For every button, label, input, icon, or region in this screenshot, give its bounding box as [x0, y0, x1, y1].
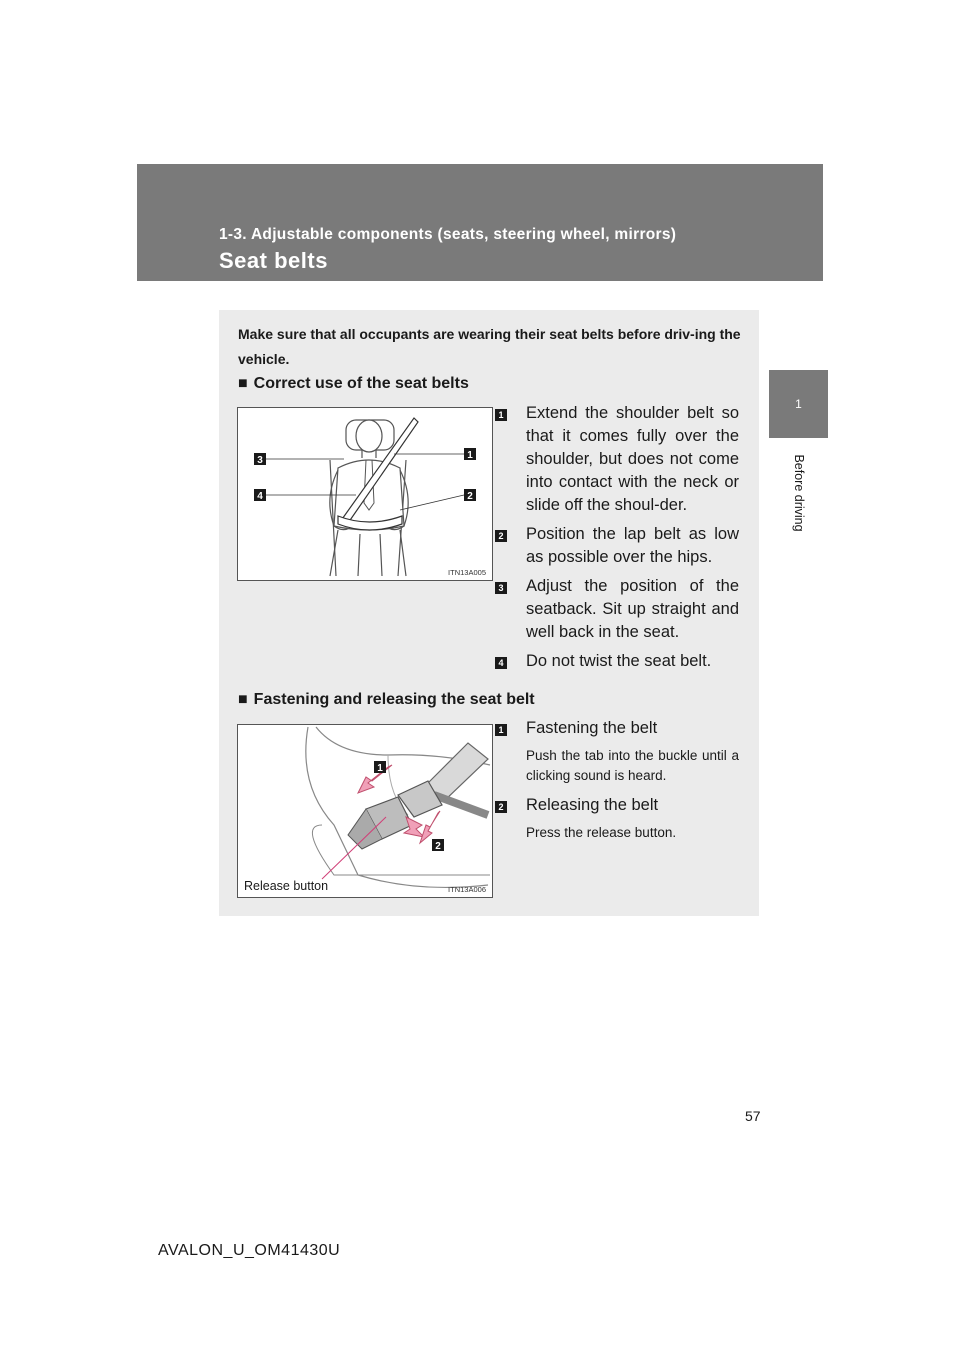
document-code: AVALON_U_OM41430U	[158, 1242, 341, 1259]
steps-fastening	[495, 717, 739, 843]
chapter-number: 1	[795, 397, 802, 411]
chapter-name: Before driving	[791, 454, 806, 532]
step-item	[495, 650, 739, 673]
step-number-badge: 2	[495, 801, 507, 813]
callout-1: 1	[467, 450, 473, 461]
step-text: Position the lap belt as low as possible over the hips.	[526, 525, 739, 566]
section-label: 1-3. Adjustable components (seats, steering wheel, mirrors)	[219, 226, 677, 243]
intro-text: Make sure that all occupants are wearing their seat belts before driv-ing the vehicle.	[238, 326, 741, 367]
release-button-label: Release button	[244, 879, 329, 893]
square-bullet-icon: ■	[238, 375, 248, 392]
step-item	[495, 523, 739, 569]
step-item	[495, 402, 739, 517]
page-number: 57	[745, 1108, 761, 1124]
chapter-side-label	[769, 438, 828, 548]
section-heading-text: Correct use of the seat belts	[253, 375, 469, 392]
step-text: Do not twist the seat belt.	[526, 652, 712, 670]
step-number-badge: 3	[495, 582, 507, 594]
step-text: Adjust the position of the seatback. Sit up straight and well back in the seat.	[526, 577, 739, 641]
section-heading-fastening	[238, 691, 535, 709]
figure-code: ITN13A005	[448, 568, 486, 577]
occupant-illustration	[238, 408, 492, 580]
callout-4: 4	[257, 491, 263, 502]
square-bullet-icon: ■	[238, 691, 248, 708]
step-text: Extend the shoulder belt so that it comes fully over the shoulder, but does not come into contact with the neck or slide off the shoul-der.	[526, 404, 739, 514]
step-note: Push the tab into the buckle until a clicking sound is heard.	[526, 748, 739, 783]
step-number-badge: 1	[495, 724, 507, 736]
section-heading-correct-use	[238, 375, 469, 393]
figure-buckle	[237, 724, 493, 898]
callout-2: 2	[467, 491, 473, 502]
step-number-badge: 1	[495, 409, 507, 421]
content-panel	[219, 310, 759, 916]
step-item	[495, 575, 739, 644]
page-title: Seat belts	[219, 248, 328, 273]
buckle-illustration	[238, 725, 492, 897]
step-note: Press the release button.	[526, 825, 677, 840]
step-number-badge: 4	[495, 657, 507, 669]
step-text: Fastening the belt	[526, 719, 658, 737]
callout-2: 2	[435, 841, 441, 852]
step-item	[495, 717, 739, 786]
callout-3: 3	[257, 455, 263, 466]
step-item	[495, 794, 739, 843]
figure-seated-occupant	[237, 407, 493, 581]
chapter-tab[interactable]	[769, 370, 828, 438]
step-text: Releasing the belt	[526, 796, 659, 814]
figure-code: ITN13A006	[448, 885, 486, 894]
steps-correct-use	[495, 402, 739, 673]
callout-1: 1	[377, 763, 383, 774]
section-heading-text: Fastening and releasing the seat belt	[253, 691, 535, 708]
page-header	[137, 164, 823, 281]
step-number-badge: 2	[495, 530, 507, 542]
